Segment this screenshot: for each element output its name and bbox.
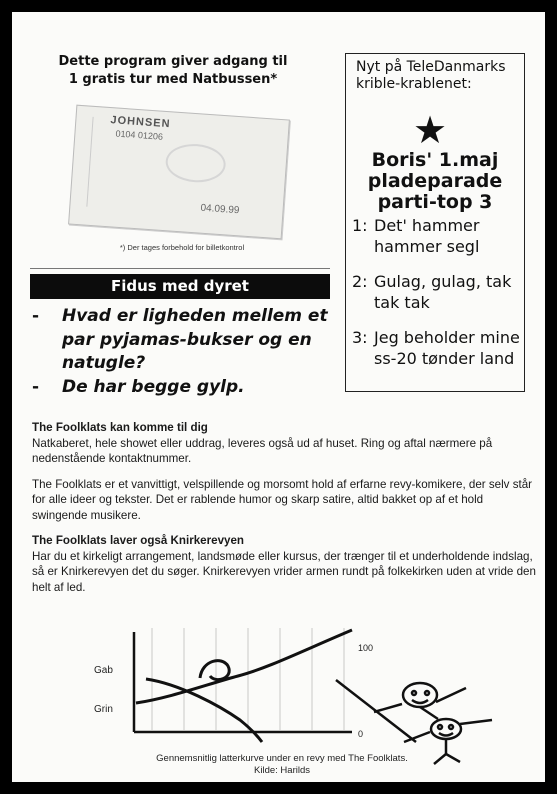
sidebar-list-number: 2: — [352, 272, 368, 291]
chart-gridlines — [152, 628, 344, 730]
laughter-chart — [90, 622, 530, 772]
chart-caption — [72, 753, 492, 777]
sidebar-list — [352, 216, 524, 384]
figure-arm — [436, 688, 466, 702]
ticket-side-strip — [72, 116, 93, 207]
stick-figures-drawing — [336, 680, 492, 764]
sidebar-list-text: Jeg beholder mine ss-20 tønder land — [374, 328, 520, 368]
figure-eye — [449, 725, 453, 729]
article — [32, 420, 537, 605]
sidebar-list-text: Det' hammer hammer segl — [374, 216, 480, 256]
sidebar-list-item — [352, 216, 524, 257]
ticket-headline-line2: 1 gratis tur med Natbussen* — [68, 72, 278, 87]
chart-loop — [200, 661, 229, 680]
riddle-answer-text: De har begge gylp. — [62, 376, 245, 397]
ticket-date: 04.09.99 — [200, 202, 240, 217]
chart-rising-line — [136, 630, 352, 703]
figure-eye — [438, 725, 442, 729]
chart-source: Kilde: Harilds — [254, 765, 310, 776]
ticket-headline-line1: Dette program giver adgang til — [58, 54, 288, 69]
ticket-headline — [34, 53, 312, 89]
article-heading-1: The Foolklats kan komme til dig — [32, 421, 208, 434]
riddle-question-text: Hvad er ligheden mellem et par pyjamas-bukser og en natugle? — [62, 306, 328, 373]
sidebar-list-number: 3: — [352, 328, 368, 347]
ticket-footnote: *) Der tages forbehold for billetkontrol — [119, 243, 245, 252]
riddle — [32, 305, 342, 399]
sidebar-list-item — [352, 272, 524, 313]
article-heading-2: The Foolklats laver også Knirkerevyen — [32, 534, 244, 547]
article-paragraph-3: Har du et kirkeligt arrangement, landsmøde eller kursus, der trænger til et underholdende indslag, så er Knirkerevyen det du søger. Knirkerevyen vrider armen rundt på folkekirken uden at vride den helt af led. — [32, 549, 536, 594]
ticket-name: JOHNSEN — [110, 114, 171, 131]
section-divider — [30, 268, 330, 269]
figure-arm — [374, 704, 402, 712]
star-icon: ★ — [413, 108, 448, 152]
y-tick-label-gab: Gab — [94, 665, 113, 676]
page — [12, 12, 545, 782]
figure-eye — [425, 691, 429, 695]
figure-eye — [412, 691, 416, 695]
right-axis-label-100: 100 — [358, 643, 374, 653]
riddle-dash: - — [32, 306, 40, 326]
figure-mouth — [412, 700, 428, 703]
bus-ticket-image — [68, 105, 290, 240]
sidebar-list-item — [352, 328, 524, 369]
figure-body — [420, 707, 438, 719]
fidus-title: Fidus med dyret — [30, 274, 330, 299]
ticket-stamp — [164, 142, 227, 184]
figure-arm — [460, 720, 492, 724]
sidebar-list-text: Gulag, gulag, tak tak tak — [374, 272, 512, 312]
riddle-answer — [32, 376, 342, 400]
sidebar-list-number: 1: — [352, 216, 368, 235]
sidebar-title: Boris' 1.maj pladeparade parti-top 3 — [367, 149, 503, 213]
article-paragraph-2: The Foolklats er et vanvittigt, velspillende og morsomt hold af erfarne revy-komikere, der selv står for alle ideer og tekster. Det er rablende humor og skarp satire, altid bakket op af et hold swingende musikere. — [32, 477, 533, 522]
y-tick-label-grin: Grin — [94, 704, 113, 715]
article-paragraph-1: Natkaberet, hele showet eller uddrag, leveres også ud af huset. Ring og aftal nærmere på nedenstående kontaktnummer. — [32, 436, 493, 465]
sidebar-intro: Nyt på TeleDanmarks krible-krablenet: — [356, 59, 506, 92]
ticket-code: 0104 01206 — [115, 128, 164, 142]
sidebar-box — [345, 53, 525, 392]
chart-caption-text: Gennemsnitlig latterkurve under en revy med The Foolklats. — [156, 753, 408, 764]
figure-mouth — [439, 733, 453, 736]
right-axis-label-0: 0 — [358, 729, 364, 739]
riddle-question — [32, 305, 342, 376]
riddle-dash: - — [32, 376, 40, 397]
